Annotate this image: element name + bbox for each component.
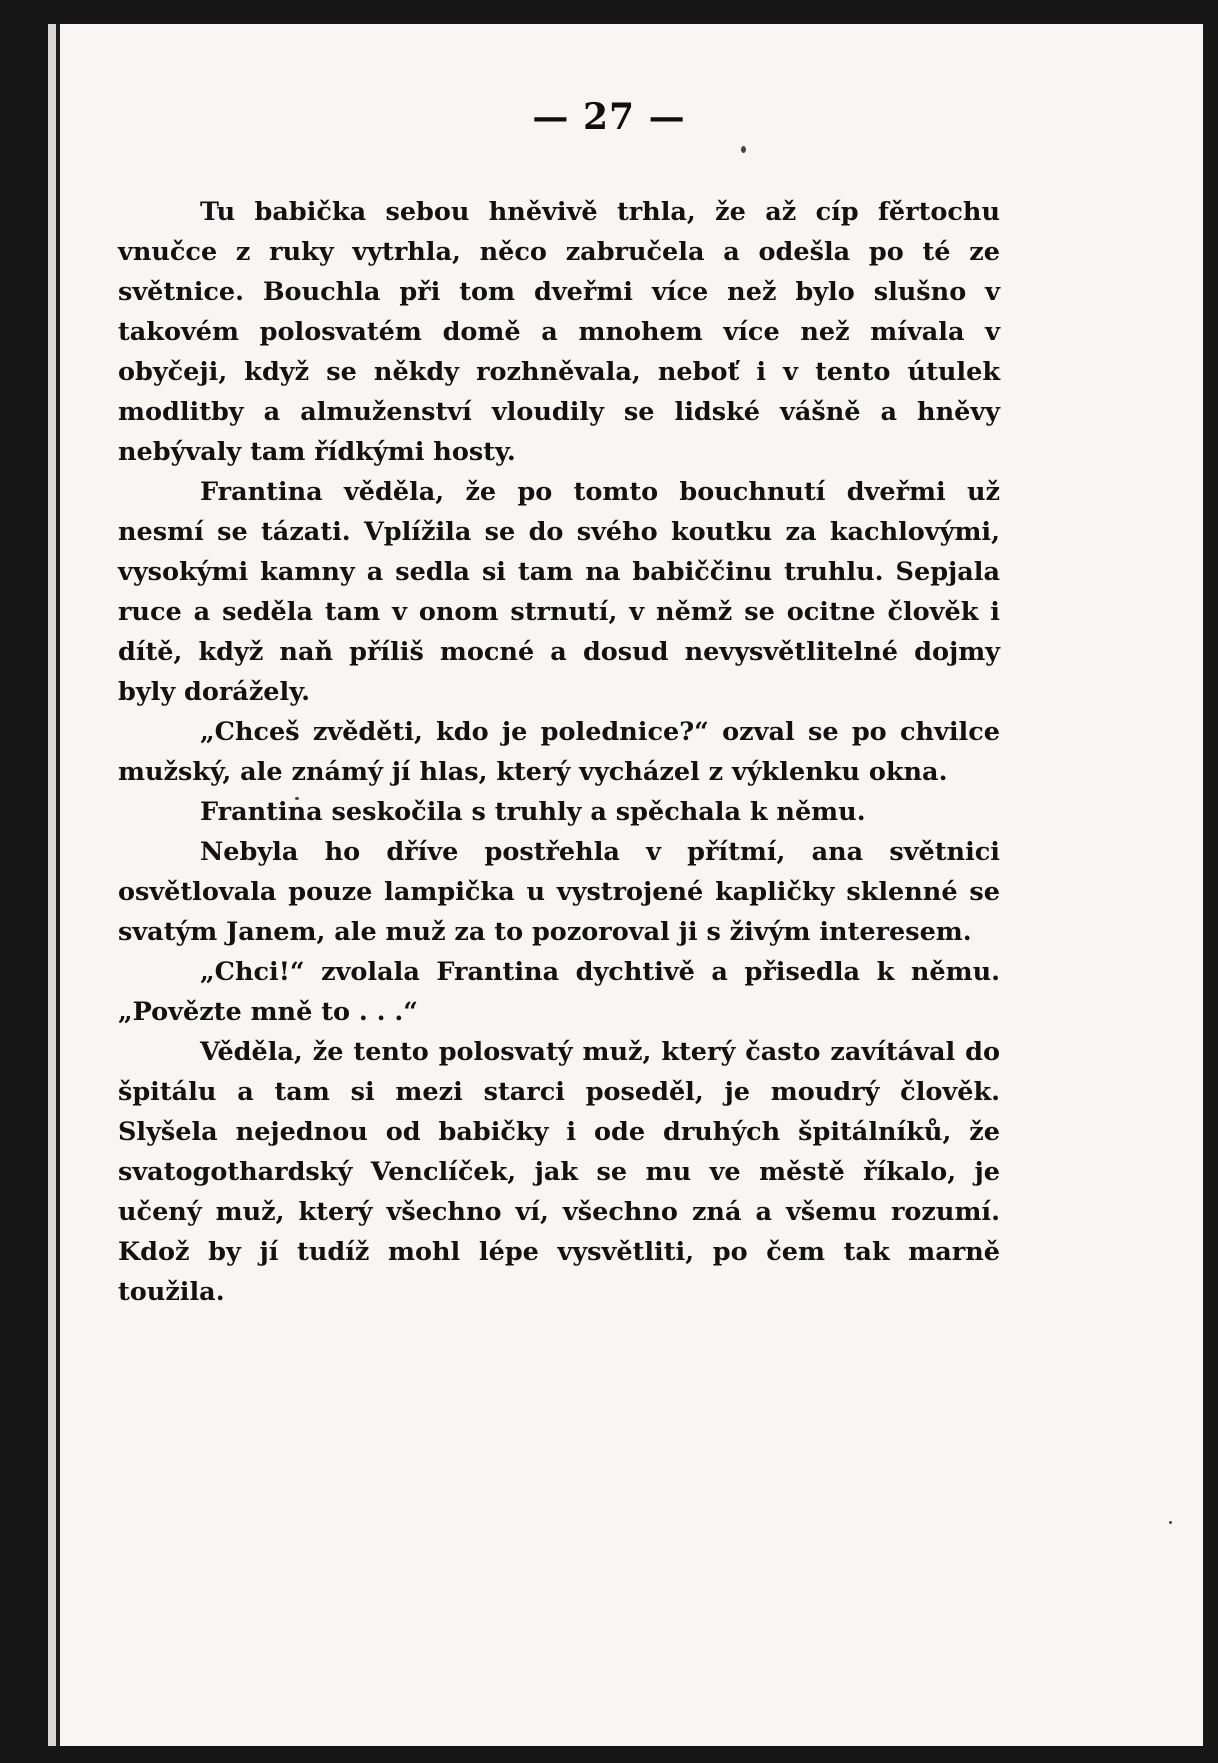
paragraph: Frantina seskočila s truhly a spěchala k němu. [200,797,866,827]
paragraph: Frantina věděla, že po tomto bouchnutí dveřmi už nesmí se tázati. Vplížila se do svého koutku za kachlovými, vysokými kamny a sedla si tam na babiččinu truhlu. Sepjala ruce a seděla tam v onom strnutí, v němž se ocitne člověk i dítě, když naň příliš mocné a dosud nevysvětlitelné dojmy byly dorážely. [118,477,1000,707]
print-speck [1169,1521,1172,1524]
paragraph: „Chci!“ zvolala Frantina dychtivě a přisedla k němu. „Povězte mně to . . .“ [118,957,1000,1027]
paragraph: Věděla, že tento polosvatý muž, který často zavítával do špitálu a tam si mezi starci poseděl, je moudrý člověk. Slyšela nejednou od babičky i ode druhých špitálníků, že svatogothardský Venclíček, jak se mu ve městě říkalo, je učený muž, který všechno ví, všechno zná a všemu rozumí. Kdož by jí tudíž mohl lépe vysvětliti, po čem tak marně toužila. [118,1037,1000,1307]
print-speck [741,146,746,153]
page-number: — 27 — [532,96,686,138]
binding-gutter-line [56,24,60,1746]
paragraph: „Chceš zvěděti, kdo je polednice?“ ozval se po chvilce mužský, ale známý jí hlas, který vycházel z výklenku okna. [118,717,1000,787]
paragraph: Tu babička sebou hněvivě trhla, že až cíp fěrtochu vnučce z ruky vytrhla, něco zabručela a odešla po té ze světnice. Bouchla při tom dveřmi více než bylo slušno v takovém polosvatém domě a mnohem více než mívala v obyčeji, když se někdy rozhněvala, neboť i v tento útulek modlitby a almuženství vloudily se lidské vášně a hněvy nebývaly tam řídkými hosty. [118,197,1000,467]
paragraph: Nebyla ho dříve postřehla v přítmí, ana světnici osvětlovala pouze lampička u vystrojené kapličky sklenné se svatým Janem, ale muž za to pozoroval ji s živým interesem. [118,837,1000,947]
body-text [118,192,1000,1312]
binding-gutter-shadow [48,24,56,1746]
